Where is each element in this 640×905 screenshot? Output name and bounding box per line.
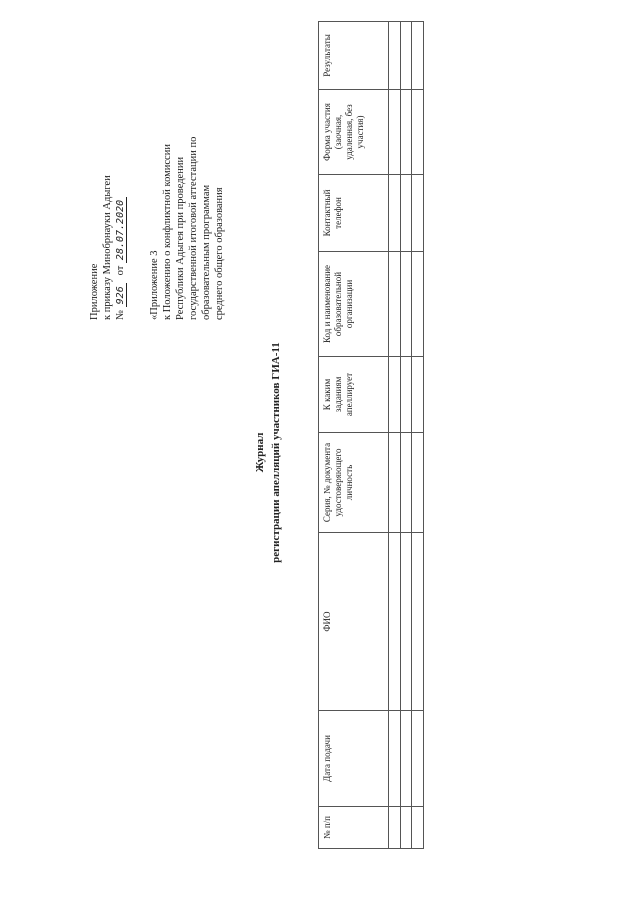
order-number-prefix: № [115, 309, 126, 320]
appendix-header [88, 175, 127, 320]
appendix3-line: «Приложение 3 [149, 250, 160, 320]
header-row-number: № п/п [319, 807, 389, 849]
appendix-order-line [114, 175, 127, 320]
table-cell [389, 22, 401, 90]
header-participation-form: Форма участия (заочная, удаленная, без участия) [319, 90, 389, 175]
journal-subtitle: регистрации апелляций участников ГИА-11 [270, 342, 282, 563]
header-results: Результаты [319, 22, 389, 90]
header-organization: Код и наименование образовательной организации [319, 252, 389, 357]
table-cell [389, 90, 401, 175]
table-row [400, 22, 412, 849]
journal-title: Журнал [254, 432, 266, 473]
table-cell [400, 175, 412, 252]
table-cell [400, 807, 412, 849]
table-cell [389, 175, 401, 252]
appendix3-line: среднего общего образования [214, 187, 225, 320]
table-cell [400, 433, 412, 533]
table-cell [412, 357, 424, 433]
table-cell [400, 90, 412, 175]
table-cell [412, 533, 424, 711]
header-appealed-tasks: К каким заданиям апеллирует [319, 357, 389, 433]
appendix3-line: государственной итоговой аттестации по [188, 136, 199, 320]
table-cell [389, 252, 401, 357]
table-cell [389, 433, 401, 533]
table-cell [412, 807, 424, 849]
header-contact-phone: Контактный телефон [319, 175, 389, 252]
appendix-line-2: к приказу Минобрнауки Адыгеи [102, 175, 113, 320]
appeals-register-table [318, 21, 424, 849]
table-row [389, 22, 401, 849]
table-cell [412, 90, 424, 175]
table-cell [389, 711, 401, 807]
header-id-document: Серия, № документа удостоверяющего личность [319, 433, 389, 533]
table-cell [400, 357, 412, 433]
table-cell [389, 357, 401, 433]
table-cell [389, 533, 401, 711]
order-date-prefix: от [115, 265, 126, 276]
table-cell [412, 711, 424, 807]
table-cell [400, 533, 412, 711]
header-full-name: ФИО [319, 533, 389, 711]
appendix3-line: образовательным программам [201, 184, 212, 320]
header-submission-date: Дата подачи [319, 711, 389, 807]
table-cell [412, 22, 424, 90]
table-cell [412, 252, 424, 357]
table-cell [400, 22, 412, 90]
table-cell [389, 807, 401, 849]
table-cell [412, 175, 424, 252]
table-cell [412, 433, 424, 533]
table-cell [400, 711, 412, 807]
order-date-handwritten: 28.07.2020 [115, 197, 127, 263]
table-cell [400, 252, 412, 357]
appendix-line-1: Приложение [89, 263, 100, 320]
table-row [412, 22, 424, 849]
appendix3-line: к Положению о конфликтной комиссии [162, 144, 173, 320]
appendix3-block [148, 137, 226, 320]
order-number-handwritten: 926 [115, 283, 127, 307]
appendix3-line: Республики Адыгея при проведении [175, 156, 186, 320]
table-header-row [319, 22, 389, 849]
